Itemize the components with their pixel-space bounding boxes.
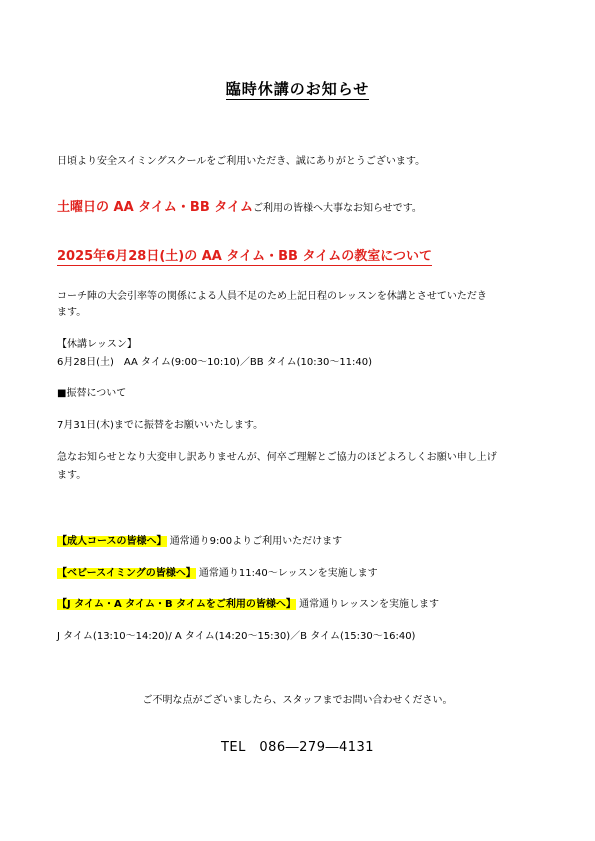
reason-line-2: ます。 bbox=[57, 307, 87, 318]
course-jab bbox=[57, 598, 439, 612]
course-adult-text: 通常通り9:00よりご利用いただけます bbox=[169, 536, 343, 547]
makeup-label: ■振替について bbox=[57, 388, 127, 399]
course-adult bbox=[57, 535, 342, 549]
cancelled-detail: 6月28日(土) AA タイム(9:00～10:10)／BB タイム(10:30～11:40) bbox=[57, 357, 373, 368]
notice-highlight: 土曜日の AA タイム・BB タイム bbox=[57, 200, 253, 215]
phone-number: TEL 086―279―4131 bbox=[220, 740, 375, 755]
apology-line-1: 急なお知らせとなり大変申し訳ありませんが、何卒ご理解とご協力のほどよろしくお願い申し上げ bbox=[57, 452, 497, 463]
apology-line-2: ます。 bbox=[57, 470, 87, 481]
headline: 2025年6月28日(土)の AA タイム・BB タイムの教室について bbox=[57, 249, 432, 264]
course-baby-text: 通常通り11:40～レッスンを実施します bbox=[198, 568, 378, 579]
notice-line bbox=[57, 196, 422, 215]
course-adult-label: 【成人コースの皆様へ】 bbox=[57, 536, 167, 547]
page-title: 臨時休講のお知らせ bbox=[225, 80, 370, 98]
cancelled-label: 【休講レッスン】 bbox=[57, 339, 137, 350]
makeup-detail: 7月31日(木)までに振替をお願いいたします。 bbox=[57, 420, 264, 431]
schedule-text: J タイム(13:10～14:20)/ A タイム(14:20～15:30)／B タイム(15:30～16:40) bbox=[57, 631, 416, 642]
reason-line-1: コーチ陣の大会引率等の関係による人員不足のため上記日程のレッスンを休講とさせていただき bbox=[57, 291, 487, 302]
course-jab-label: 【J タイム・A タイム・B タイムをご利用の皆様へ】 bbox=[57, 599, 296, 610]
greeting-text: 日頃より安全スイミングスクールをご利用いただき、誠にありがとうございます。 bbox=[57, 156, 426, 167]
contact-note: ご不明な点がございましたら、スタッフまでお問い合わせください。 bbox=[142, 695, 453, 706]
notice-rest: ご利用の皆様へ大事なお知らせです。 bbox=[253, 203, 422, 214]
course-baby bbox=[57, 567, 378, 581]
course-baby-label: 【ベビースイミングの皆様へ】 bbox=[57, 568, 196, 579]
course-jab-text: 通常通りレッスンを実施します bbox=[299, 599, 440, 610]
